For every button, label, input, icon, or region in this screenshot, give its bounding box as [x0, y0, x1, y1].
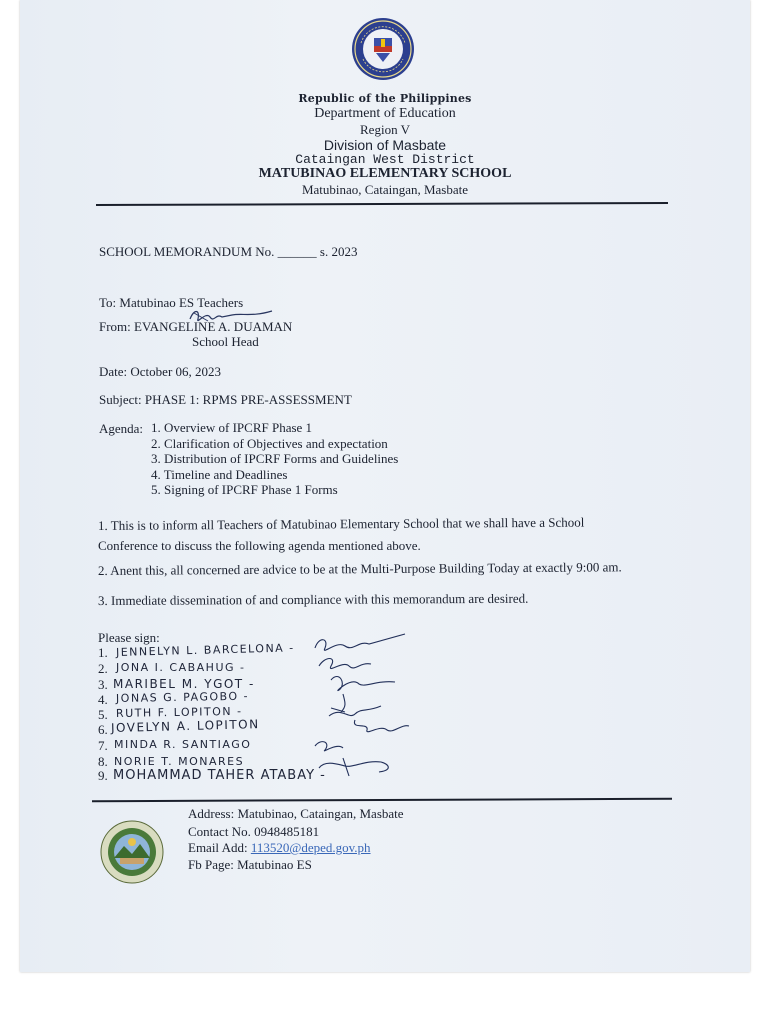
- agenda-label: Agenda:: [99, 421, 144, 436]
- agenda-item: 5. Signing of IPCRF Phase 1 Forms: [151, 482, 338, 497]
- agenda-item: 2. Clarification of Objectives and expectation: [151, 436, 388, 451]
- header-division: Division of Masbate: [323, 137, 447, 153]
- footer-fb-page: Fb Page: Matubinao ES: [188, 857, 312, 872]
- memo-number: SCHOOL MEMORANDUM No. ______ s. 2023: [99, 244, 358, 259]
- deped-seal-icon: [347, 16, 419, 82]
- please-sign-label: Please sign:: [98, 630, 160, 645]
- signatory-number: 9.: [98, 768, 108, 783]
- signatory-number: 8.: [98, 754, 108, 769]
- header-divider: [96, 202, 668, 206]
- signatory-number: 5.: [98, 707, 108, 722]
- paragraph-2: 2. Anent this, all concerned are advice to be at the Multi-Purpose Building Today at exactly 9:00 am.: [97, 559, 622, 578]
- signatory-name: MINDA R. SANTIAGO: [114, 738, 252, 751]
- paragraph-1-line-2: Conference to discuss the following agenda mentioned above.: [98, 538, 421, 553]
- paragraph-3: 3. Immediate dissemination of and compliance with this memorandum are desired.: [97, 590, 529, 608]
- signatory-number: 3.: [98, 677, 108, 692]
- signatory-name: JONAS G. PAGOBO -: [115, 689, 250, 705]
- header-region: Region V: [360, 122, 410, 137]
- header-republic: Republic of the Philippines: [298, 92, 472, 105]
- header-school: MATUBINAO ELEMENTARY SCHOOL: [258, 166, 512, 181]
- signatory-name: JONA I. CABAHUG -: [116, 661, 246, 674]
- signatory-name: RUTH F. LOPITON -: [115, 704, 243, 720]
- agenda-item: 4. Timeline and Deadlines: [151, 467, 288, 482]
- memo-page: [20, 0, 750, 972]
- memo-to: To: Matubinao ES Teachers: [99, 295, 244, 310]
- signatory-number: 1.: [98, 645, 108, 660]
- signatory-number: 7.: [98, 738, 108, 753]
- footer-divider: [92, 798, 672, 803]
- signatory-name: MOHAMMAD TAHER ATABAY -: [113, 768, 326, 783]
- school-logo-icon: [100, 820, 164, 884]
- footer-address: Address: Matubinao, Cataingan, Masbate: [188, 806, 404, 821]
- paragraph-1-line-1: 1. This is to inform all Teachers of Matubinao Elementary School that we shall have a School: [97, 514, 585, 533]
- signatory-number: 2.: [98, 661, 108, 676]
- footer-email-link[interactable]: 113520@deped.gov.ph: [250, 840, 371, 855]
- signatory-name: JENNELYN L. BARCELONA -: [115, 641, 295, 659]
- header-location: Matubinao, Cataingan, Masbate: [301, 182, 469, 197]
- footer-contact: Contact No. 0948485181: [188, 824, 320, 839]
- signatory-name: MARIBEL M. YGOT -: [113, 677, 255, 691]
- header-department: Department of Education: [314, 106, 456, 121]
- agenda-item: 1. Overview of IPCRF Phase 1: [151, 420, 313, 435]
- signatory-name: NORIE T. MONARES: [114, 755, 245, 768]
- signatures-column-icon: [285, 626, 415, 791]
- signatory-number: 6.: [98, 722, 108, 737]
- signatory-number: 4.: [98, 692, 108, 707]
- memo-subject: Subject: PHASE 1: RPMS PRE-ASSESSMENT: [99, 392, 352, 407]
- school-head-signature-icon: [186, 305, 276, 327]
- footer-email-row: [188, 840, 371, 856]
- signatory-name: JOVELYN A. LOPITON: [110, 717, 260, 735]
- memo-date: Date: October 06, 2023: [99, 364, 222, 379]
- agenda-item: 3. Distribution of IPCRF Forms and Guidelines: [151, 451, 399, 466]
- memo-from-title: School Head: [192, 334, 259, 349]
- header-district: Cataingan West District: [295, 152, 475, 167]
- footer-email-label: Email Add:: [188, 840, 251, 855]
- memo-from: From: EVANGELINE A. DUAMAN: [99, 319, 293, 334]
